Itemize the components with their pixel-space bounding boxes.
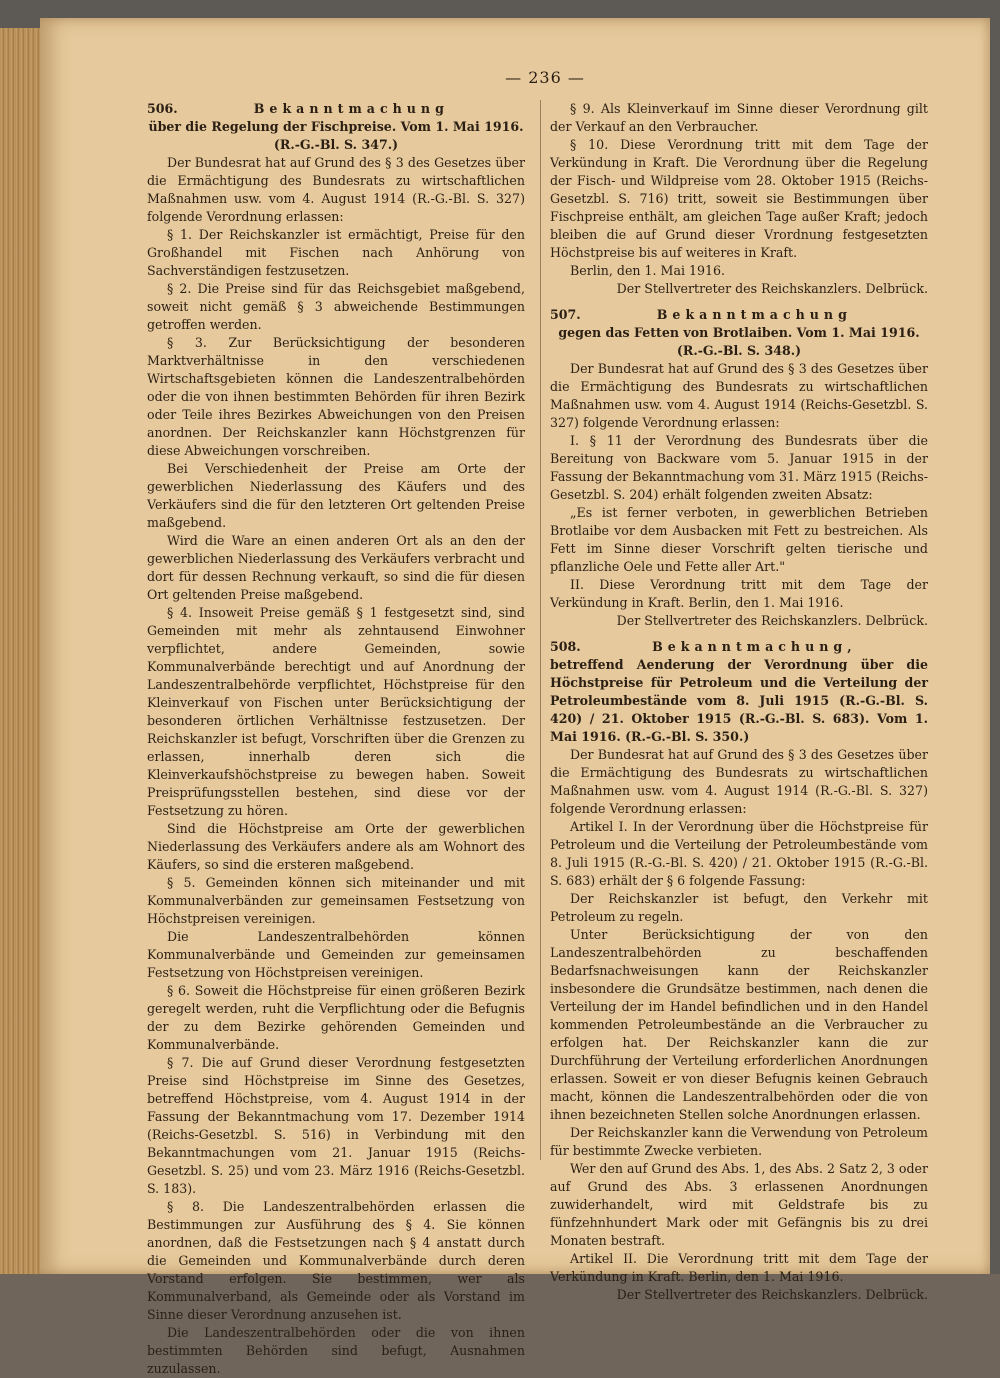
notice-506-s5b: Die Landeszentralbehörden können Kommunalverbände und Gemeinden zur gemeinsamen Festsetzung von Höchstpreisen vereinigen. bbox=[147, 929, 525, 980]
notice-506-s8a: § 8. Die Landeszentralbehörden erlassen die Bestimmungen zur Ausführung des § 4. Sie können anordnen, daß die Festsetzungen nach § 4 anstatt durch die Gemeinden und Kommunalverbände durch deren Vorstand erfolgen. Sie bestimmen, wer als Kommunalverband, als Gemeinde oder als Vorstand im Sinne dieser Verordnung anzusehen ist. bbox=[147, 1199, 525, 1322]
page-number: — 236 — bbox=[505, 68, 585, 87]
notice-508-para-2: Unter Berücksichtigung der von den Landeszentralbehörden zu beschaffenden Bedarfsnachweisungen kann der Reichskanzler insbesondere die Grundsätze bestimmen, nach denen die Verteilung der im Handel befindlichen und in den Handel kommenden Petroleumbestände an die Verbraucher zu erfolgen hat. Der Reichskanzler kann die zur Durchführung der Verteilung erforderlichen Anordnungen erlassen. Soweit er von dieser Befugnis keinen Gebrauch macht, können die Landeszentralbehörden oder die von ihnen bezeichneten Stellen solche Anordnungen erlassen. bbox=[550, 927, 928, 1122]
notice-508-article-2: Artikel II. Die Verordnung tritt mit dem Tage der Verkündung in Kraft. Berlin, den 1. Mai 1916. bbox=[550, 1251, 928, 1284]
notice-506-number: 506. bbox=[147, 101, 178, 116]
notice-507-title: Bekanntmachung bbox=[656, 307, 852, 322]
notice-506-s4a: § 4. Insoweit Preise gemäß § 1 festgesetzt sind, sind Gemeinden mit mehr als zehntausend Einwohner verpflichtet, andere Gemeinden, sowie Kommunalverbände berechtigt und auf Anordnung der Landeszentralbehörde verpflichtet, Höchstpreise für den Kleinverkauf von Fischen unter Berücksichtigung der besonderen örtlichen Verhältnisse festzusetzen. Der Reichskanzler ist befugt, Vorschriften über die Grenzen zu erlassen, innerhalb deren sich die Kleinverkaufshöchstpreise zu bewegen haben. Soweit Preisprüfungsstellen bestehen, sind diese vor der Festsetzung zu hören. bbox=[147, 605, 525, 818]
notice-506-place: Berlin, den 1. Mai 1916. bbox=[570, 263, 726, 278]
notice-508-subtitle: betreffend Aenderung der Verordnung über die Höchstpreise für Petroleum und die Verteilung der Petroleumbestände vom 8. Juli 1915 (R.-G.-Bl. S. 420) / 21. Oktober 1915 (R.-G.-Bl. S. 683). Vom 1. Mai 1916. (R.-G.-Bl. S. 350.) bbox=[550, 657, 928, 744]
notice-506-title: Bekanntmachung bbox=[253, 101, 449, 116]
notice-506-s2: § 2. Die Preise sind für das Reichsgebiet maßgebend, soweit nicht gemäß § 3 abweichende Bestimmungen getroffen werden. bbox=[147, 281, 525, 332]
notice-507-intro: Der Bundesrat hat auf Grund des § 3 des Gesetzes über die Ermächtigung des Bundesrats zu wirtschaftlichen Maßnahmen usw. vom 4. August 1914 (Reichs-Gesetzbl. S. 327) folgende Verordnung erlassen: bbox=[550, 361, 928, 430]
notice-507-number: 507. bbox=[550, 307, 581, 322]
notice-508-header bbox=[550, 638, 928, 656]
notice-507-item-ii: II. Diese Verordnung tritt mit dem Tage der Verkündung in Kraft. Berlin, den 1. Mai 1916. bbox=[550, 577, 928, 610]
notice-508-para-4: Wer den auf Grund des Abs. 1, des Abs. 2 Satz 2, 3 oder auf Grund des Abs. 3 erlassenen Anordnungen zuwiderhandelt, wird mit Geldstrafe bis zu fünfzehnhundert Mark oder mit Gefängnis bis zu drei Monaten bestraft. bbox=[550, 1161, 928, 1248]
notice-506-subtitle: über die Regelung der Fischpreise. Vom 1. Mai 1916. bbox=[148, 119, 524, 134]
notice-506-ref: (R.-G.-Bl. S. 347.) bbox=[273, 137, 399, 152]
notice-506-s3c: Wird die Ware an einen anderen Ort als an den der gewerblichen Niederlassung des Verkäufers verbracht und dort für dessen Rechnung verkauft, so sind die für diesen Ort geltenden Preise maßgebend. bbox=[147, 533, 525, 602]
notice-507-header bbox=[550, 306, 928, 324]
notice-507-item-i: I. § 11 der Verordnung des Bundesrats über die Bereitung von Backware vom 5. Januar 1915 in der Fassung der Bekanntmachung vom 31. März 1915 (Reichs-Gesetzbl. S. 204) erhält folgenden zweiten Absatz: bbox=[550, 433, 928, 502]
notice-506-signature: Der Stellvertreter des Reichskanzlers. Delbrück. bbox=[616, 281, 928, 296]
notice-507-signature: Der Stellvertreter des Reichskanzlers. Delbrück. bbox=[616, 613, 928, 628]
notice-506-s1: § 1. Der Reichskanzler ist ermächtigt, Preise für den Großhandel mit Fischen nach Anhörung von Sachverständigen festzusetzen. bbox=[147, 227, 525, 278]
notice-506-s4b: Sind die Höchstpreise am Orte der gewerblichen Niederlassung des Verkäufers andere als am Wohnort des Käufers, so sind die ersteren maßgebend. bbox=[147, 821, 525, 872]
notice-508-intro: Der Bundesrat hat auf Grund des § 3 des Gesetzes über die Ermächtigung des Bundesrats zu wirtschaftlichen Maßnahmen usw. vom 4. August 1914 (R.-G.-Bl. S. 327) folgende Verordnung erlassen: bbox=[550, 747, 928, 816]
notice-507-quote: „Es ist ferner verboten, in gewerblichen Betrieben Brotlaibe vor dem Ausbacken mit Fett zu bestreichen. Als Fett im Sinne dieser Vorschrift gelten tierische und pflanzliche Oele und Fette aller Art." bbox=[550, 505, 928, 574]
notice-508-signature: Der Stellvertreter des Reichskanzlers. Delbrück. bbox=[616, 1287, 928, 1302]
right-column bbox=[550, 100, 928, 1304]
book-page-edges bbox=[0, 28, 40, 1274]
column-divider bbox=[540, 100, 541, 1160]
notice-506-s3a: § 3. Zur Berücksichtigung der besonderen Marktverhältnisse in den verschiedenen Wirtschaftsgebieten können die Landeszentralbehörden oder die von ihnen bestimmten Behörden für ihren Bezirk oder Teile ihres Bezirkes Abweichungen von den Preisen anordnen. Der Reichskanzler kann Höchstgrenzen für diese Abweichungen vorschreiben. bbox=[147, 335, 525, 458]
left-column bbox=[147, 100, 525, 1378]
notice-506-s3b: Bei Verschiedenheit der Preise am Orte der gewerblichen Niederlassung des Käufers und des Verkäufers sind die für den letzteren Ort geltenden Preise maßgebend. bbox=[147, 461, 525, 530]
notice-506-s6: § 6. Soweit die Höchstpreise für einen größeren Bezirk geregelt werden, ruht die Verpflichtung oder die Befugnis der zu dem Bezirke gehörenden Gemeinden und Kommunalverbände. bbox=[147, 983, 525, 1052]
notice-506-s10: § 10. Diese Verordnung tritt mit dem Tage der Verkündung in Kraft. Die Verordnung über die Regelung der Fisch- und Wildpreise vom 28. Oktober 1915 (Reichs-Gesetzbl. S. 716) tritt, soweit sie Bestimmungen über Fischpreise enthält, am gleichen Tage außer Kraft; jedoch bleiben die auf Grund dieser Vrordnung festgesetzten Höchstpreise bis auf weiteres in Kraft. bbox=[550, 137, 928, 260]
notice-506-s7: § 7. Die auf Grund dieser Verordnung festgesetzten Preise sind Höchstpreise im Sinne des Gesetzes, betreffend Höchstpreise, vom 4. August 1914 in der Fassung der Bekanntmachung vom 17. Dezember 1914 (Reichs-Gesetzbl. S. 516) in Verbindung mit den Bekanntmachungen vom 21. Januar 1915 (Reichs-Gesetzbl. S. 25) und vom 23. März 1916 (Reichs-Gesetzbl. S. 183). bbox=[147, 1055, 525, 1196]
notice-508-para-3: Der Reichskanzler kann die Verwendung von Petroleum für bestimmte Zwecke verbieten. bbox=[550, 1125, 928, 1158]
notice-508-number: 508. bbox=[550, 639, 581, 654]
notice-506-s5a: § 5. Gemeinden können sich miteinander und mit Kommunalverbänden zur gemeinsamen Festsetzung von Höchstpreisen vereinigen. bbox=[147, 875, 525, 926]
notice-506-header bbox=[147, 100, 525, 118]
notice-508-para-1: Der Reichskanzler ist befugt, den Verkehr mit Petroleum zu regeln. bbox=[550, 891, 928, 924]
notice-507-ref: (R.-G.-Bl. S. 348.) bbox=[676, 343, 802, 358]
notice-506-s8b: Die Landeszentralbehörden oder die von ihnen bestimmten Behörden sind befugt, Ausnahmen zuzulassen. bbox=[147, 1325, 525, 1376]
notice-506-s9: § 9. Als Kleinverkauf im Sinne dieser Verordnung gilt der Verkauf an den Verbraucher. bbox=[550, 101, 928, 134]
notice-507-subtitle: gegen das Fetten von Brotlaiben. Vom 1. Mai 1916. bbox=[558, 325, 920, 340]
notice-508-title: Bekanntmachung, bbox=[652, 639, 857, 654]
notice-508-article-1: Artikel I. In der Verordnung über die Höchstpreise für Petroleum und die Verteilung der Petroleumbestände vom 8. Juli 1915 (R.-G.-Bl. S. 420) / 21. Oktober 1915 (R.-G.-Bl. S. 683) erhält der § 6 folgende Fassung: bbox=[550, 819, 928, 888]
notice-506-intro: Der Bundesrat hat auf Grund des § 3 des Gesetzes über die Ermächtigung des Bundesrats zu wirtschaftlichen Maßnahmen usw. vom 4. August 1914 (R.-G.-Bl. S. 327) folgende Verordnung erlassen: bbox=[147, 155, 525, 224]
